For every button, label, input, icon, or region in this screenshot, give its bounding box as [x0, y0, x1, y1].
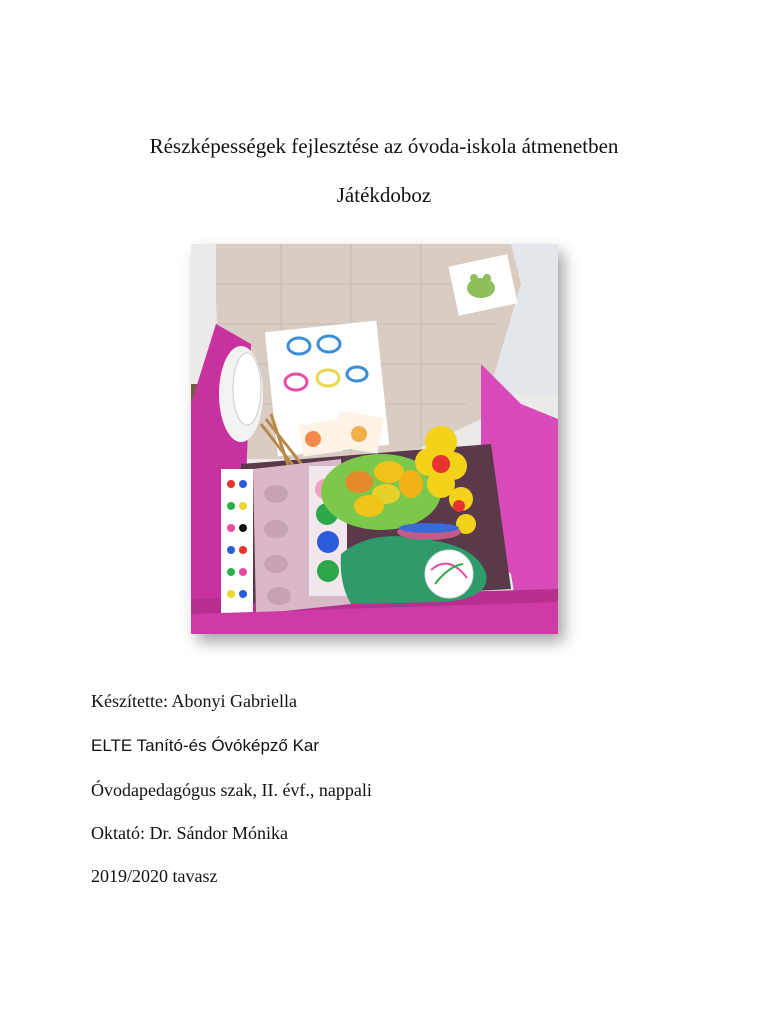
institution-line: ELTE Tanító-és Óvóképző Kar: [91, 736, 320, 755]
term-line: 2019/2020 tavasz: [91, 866, 218, 886]
course-line: Óvodapedagógus szak, II. évf., nappali: [91, 780, 372, 800]
toy-box-photo: [191, 244, 558, 634]
author-line: Készítette: Abonyi Gabriella: [91, 691, 297, 711]
document-title: Részképességek fejlesztése az óvoda-iskola átmenetben: [149, 134, 619, 158]
document-subtitle: Játékdoboz: [336, 183, 432, 207]
teacher-line: Oktató: Dr. Sándor Mónika: [91, 823, 288, 843]
